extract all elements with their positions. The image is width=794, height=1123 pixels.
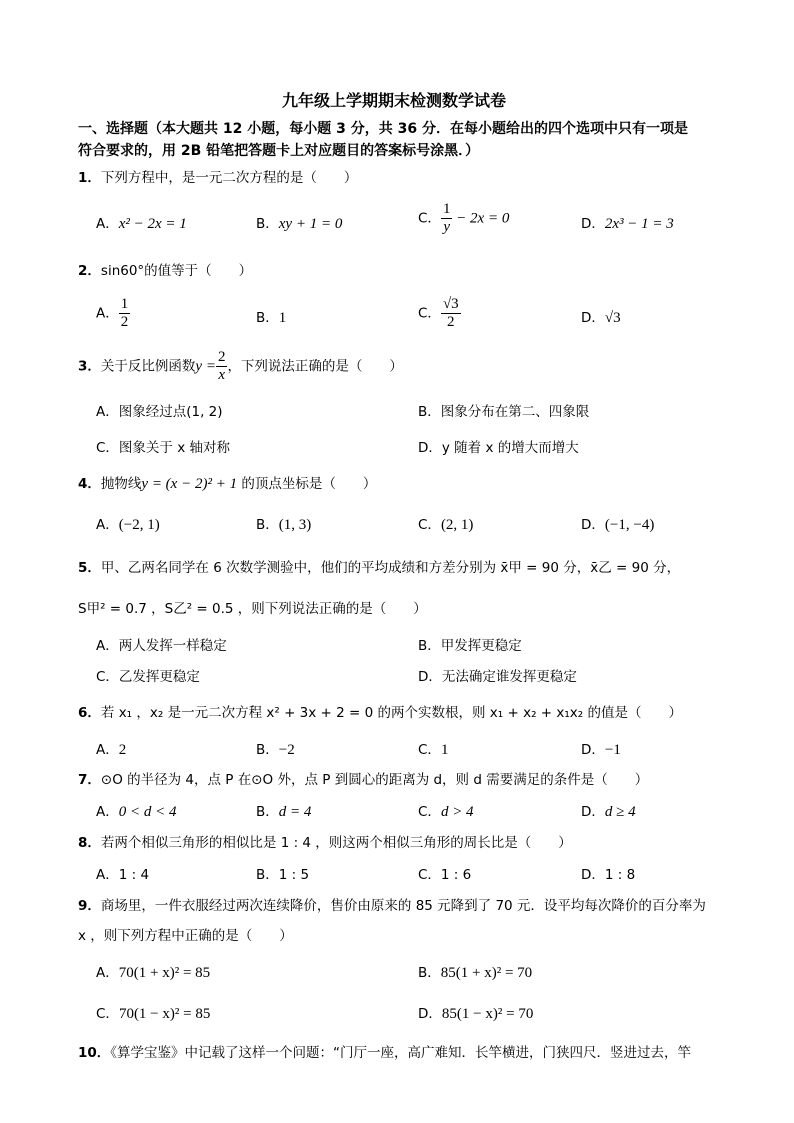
question-10 <box>78 1041 691 1061</box>
q9-option-a <box>96 961 210 982</box>
fraction-denominator: x <box>216 366 228 384</box>
option-expression: (2, 1) <box>440 517 474 533</box>
q1-option-a <box>96 212 187 233</box>
question-9-line1 <box>78 894 706 914</box>
option-label: D． <box>581 310 605 326</box>
question-number: 7． <box>78 772 101 788</box>
question-1 <box>78 166 357 186</box>
option-label: C． <box>418 804 441 820</box>
option-expression: −1 <box>604 742 621 758</box>
option-expression: xy + 1 = 0 <box>278 216 343 232</box>
question-text-post: 的顶点坐标是（ ） <box>237 476 377 492</box>
option-expression: 70(1 − x)² = 85 <box>118 1006 211 1022</box>
option-label: A． <box>96 742 119 758</box>
question-8 <box>78 831 572 851</box>
question-number: 2． <box>78 263 101 279</box>
option-expression: d ≥ 4 <box>604 804 636 820</box>
q3-option-d: D．y 随着 x 的增大而增大 <box>418 440 579 456</box>
question-text-pre: 抛物线 <box>100 476 142 492</box>
option-label: B． <box>256 742 279 758</box>
q6-option-c <box>418 738 448 759</box>
q4-option-d <box>581 513 654 534</box>
fraction <box>216 349 228 384</box>
q8-option-c: C．1 : 6 <box>418 867 472 883</box>
fraction-numerator: 1 <box>442 201 451 217</box>
option-expression: 1 <box>278 310 287 326</box>
q6-option-a <box>96 738 126 759</box>
q7-option-b <box>256 800 311 821</box>
option-label: A． <box>96 216 119 232</box>
function-lhs: y = <box>195 358 216 375</box>
q5-option-d: D．无法确定谁发挥更稳定 <box>418 669 577 685</box>
option-label: B． <box>418 965 441 981</box>
option-expression: x² − 2x = 1 <box>118 216 187 232</box>
page-title: 九年级上学期期末检测数学试卷 <box>282 91 507 110</box>
option-expression: 2x³ − 1 = 3 <box>604 216 674 232</box>
q6-option-b <box>256 738 295 759</box>
option-expression: (1, 3) <box>278 517 312 533</box>
q8-option-a: A．1 : 4 <box>96 867 150 883</box>
question-text: 《算学宝鉴》中记载了这样一个问题：“门厅一座，高广难知．长竿横进，门狭四尺．竖进过去，竿 <box>110 1045 692 1061</box>
option-label: B． <box>256 517 279 533</box>
question-7 <box>78 768 648 788</box>
option-label: C． <box>418 305 441 322</box>
q4-option-b <box>256 513 311 534</box>
fraction <box>441 296 461 331</box>
q9-option-b <box>418 961 532 982</box>
option-label: D． <box>581 742 605 758</box>
option-label: C． <box>418 210 441 227</box>
option-label: D． <box>581 804 605 820</box>
question-number: 9． <box>78 898 101 914</box>
q9-option-d <box>418 1002 533 1023</box>
question-text-post: ，下列说法正确的是（ ） <box>227 358 403 375</box>
question-number: 10． <box>78 1045 111 1061</box>
question-text-pre: 关于反比例函数 <box>100 358 196 375</box>
question-number: 3． <box>78 358 101 375</box>
question-number: 8． <box>78 835 101 851</box>
q5-option-a: A．两人发挥一样稳定 <box>96 638 227 654</box>
option-label: A． <box>96 305 119 322</box>
question-number: 5． <box>78 560 101 576</box>
q2-option-c <box>418 296 461 331</box>
q8-option-d: D．1 : 8 <box>581 867 636 883</box>
question-5-line1 <box>78 556 680 576</box>
q1-option-c <box>418 201 509 236</box>
option-label: D． <box>581 517 605 533</box>
q7-option-c <box>418 800 474 821</box>
q4-option-c <box>418 513 473 534</box>
option-label: A． <box>96 804 119 820</box>
option-expression: d > 4 <box>440 804 474 820</box>
fraction-denominator: y <box>441 218 453 236</box>
q5-option-b: B．甲发挥更稳定 <box>418 638 522 654</box>
question-number: 1． <box>78 170 101 186</box>
q3-option-a: A．图象经过点(1, 2) <box>96 404 223 420</box>
question-6 <box>78 701 682 721</box>
q1-option-d <box>581 212 674 233</box>
option-expression: 2 <box>118 742 127 758</box>
option-label: B． <box>256 310 279 326</box>
question-2 <box>78 259 252 279</box>
option-expression: 85(1 + x)² = 70 <box>440 965 533 981</box>
option-expression: 70(1 + x)² = 85 <box>118 965 211 981</box>
q8-option-b: B．1 : 5 <box>256 867 310 883</box>
q7-option-d <box>581 800 636 821</box>
section-header-line1: 一、选择题（本大题共 12 小题，每小题 3 分，共 36 分．在每小题给出的四个选项中只有一项是 <box>78 121 688 137</box>
option-expression: 85(1 − x)² = 70 <box>441 1006 534 1022</box>
fraction-numerator: √3 <box>442 296 459 312</box>
question-4 <box>78 472 376 493</box>
section-header-line2: 符合要求的，用 2B 铅笔把答题卡上对应题目的答案标号涂黑．） <box>78 143 480 159</box>
option-label: B． <box>256 804 279 820</box>
question-3 <box>78 349 403 384</box>
question-text: 商场里，一件衣服经过两次连续降价，售价由原来的 85 元降到了 70 元．设平均每次降价的百分率为 <box>100 898 706 914</box>
q2-option-b <box>256 306 286 327</box>
q2-option-d <box>581 306 621 327</box>
question-text: 下列方程中，是一元二次方程的是（ ） <box>100 170 358 186</box>
option-label: C． <box>418 742 441 758</box>
question-text: 甲、乙两名同学在 6 次数学测验中，他们的平均成绩和方差分别为 x̄甲 = 90 分，x̄乙 = 90 分， <box>100 560 681 576</box>
option-expression: (−2, 1) <box>118 517 160 533</box>
fraction-numerator: 1 <box>120 296 129 312</box>
option-label: C． <box>418 517 441 533</box>
question-text: ⊙O 的半径为 4，点 P 在⊙O 外，点 P 到圆心的距离为 d，则 d 需要满足的条件是（ ） <box>100 772 649 788</box>
option-label: A． <box>96 517 119 533</box>
question-number: 6． <box>78 705 101 721</box>
option-expression: 1 <box>440 742 449 758</box>
question-5-line2: S甲² = 0.7 ，S乙² = 0.5 ，则下列说法正确的是（ ） <box>78 601 427 617</box>
q2-option-a <box>96 296 130 331</box>
option-label: C． <box>96 1006 119 1022</box>
fraction <box>119 296 131 331</box>
q3-option-b: B．图象分布在第二、四象限 <box>418 404 590 420</box>
option-expression: −2 <box>278 742 295 758</box>
question-text: 若两个相似三角形的相似比是 1 : 4 ，则这两个相似三角形的周长比是（ ） <box>100 835 572 851</box>
parabola-expression: y = (x − 2)² + 1 <box>141 476 238 492</box>
question-9-line2: x ，则下列方程中正确的是（ ） <box>78 928 293 944</box>
question-text: 若 x₁ ，x₂ 是一元二次方程 x² + 3x + 2 = 0 的两个实数根，则 x₁ + x₂ + x₁x₂ 的值是（ ） <box>100 705 682 721</box>
option-expression-rest: − 2x = 0 <box>452 210 510 227</box>
fraction-denominator: 2 <box>120 314 129 330</box>
option-label: A． <box>96 965 119 981</box>
question-text: sin60°的值等于（ ） <box>100 263 253 279</box>
fraction <box>441 201 453 236</box>
option-expression: d = 4 <box>278 804 312 820</box>
fraction-numerator: 2 <box>217 349 226 365</box>
q7-option-a <box>96 800 177 821</box>
q1-option-b <box>256 212 342 233</box>
option-expression: √3 <box>604 310 621 326</box>
q5-option-c: C．乙发挥更稳定 <box>96 669 200 685</box>
q3-option-c: C．图象关于 x 轴对称 <box>96 440 230 456</box>
option-label: B． <box>256 216 279 232</box>
q6-option-d <box>581 738 621 759</box>
option-expression: 0 < d < 4 <box>118 804 177 820</box>
fraction-denominator: 2 <box>441 313 461 331</box>
option-label: D． <box>418 1006 442 1022</box>
option-expression: (−1, −4) <box>604 517 655 533</box>
q9-option-c <box>96 1002 210 1023</box>
q4-option-a <box>96 513 160 534</box>
question-number: 4． <box>78 476 101 492</box>
option-label: D． <box>581 216 605 232</box>
